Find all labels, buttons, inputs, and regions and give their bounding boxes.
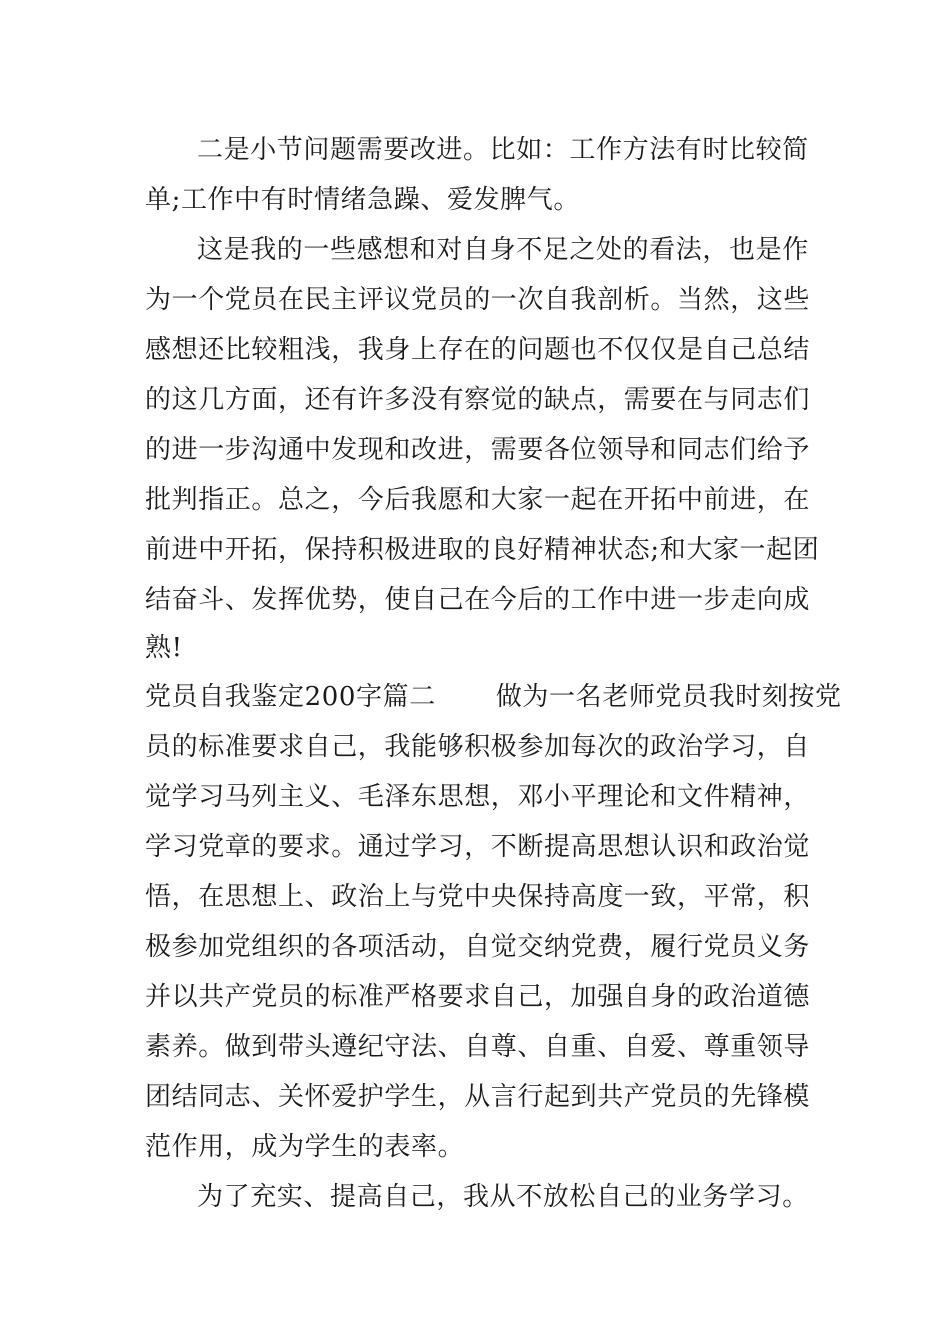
paragraph-line: 并以共产党员的标准严格要求自己，加强自身的政治道德 <box>145 982 811 1012</box>
section-heading: 党员自我鉴定200字篇二 <box>145 682 436 712</box>
paragraph-line: 觉学习马列主义、毛泽东思想，邓小平理论和文件精神， <box>145 782 811 812</box>
paragraph-line: 结奋斗、发挥优势，使自己在今后的工作中进一步走向成 <box>145 585 811 615</box>
paragraph-line: 单;工作中有时情绪急躁、爱发脾气。 <box>145 185 580 215</box>
paragraph-line: 的这几方面，还有许多没有察觉的缺点，需要在与同志们 <box>145 385 811 415</box>
paragraph-line: 二是小节问题需要改进。比如：工作方法有时比较简 <box>197 135 809 165</box>
paragraph-line: 素养。做到带头遵纪守法、自尊、自重、自爱、尊重领导 <box>145 1032 811 1062</box>
paragraph-line: 感想还比较粗浅，我身上存在的问题也不仅仅是自己总结 <box>145 335 811 365</box>
paragraph-line: 极参加党组织的各项活动，自觉交纳党费，履行党员义务 <box>145 932 811 962</box>
paragraph-line: 批判指正。总之，今后我愿和大家一起在开拓中前进，在 <box>145 485 811 515</box>
paragraph-line: 悟，在思想上、政治上与党中央保持高度一致，平常，积 <box>145 882 811 912</box>
paragraph-line: 前进中开拓，保持积极进取的良好精神状态;和大家一起团 <box>145 535 820 565</box>
heading-continuation: 做为一名老师党员我时刻按党 <box>495 682 842 712</box>
paragraph-line: 为了充实、提高自己，我从不放松自己的业务学习。 <box>197 1182 809 1212</box>
paragraph-line: 的进一步沟通中发现和改进，需要各位领导和同志们给予 <box>145 435 811 465</box>
paragraph-line: 员的标准要求自己，我能够积极参加每次的政治学习，自 <box>145 732 811 762</box>
paragraph-line: 这是我的一些感想和对自身不足之处的看法，也是作 <box>197 235 809 265</box>
paragraph-line: 范作用，成为学生的表率。 <box>145 1132 465 1162</box>
paragraph-line: 团结同志、关怀爱护学生，从言行起到共产党员的先锋模 <box>145 1082 811 1112</box>
paragraph-line: 为一个党员在民主评议党员的一次自我剖析。当然，这些 <box>145 285 811 315</box>
paragraph-line: 熟! <box>145 633 183 663</box>
section-heading-line <box>145 677 842 717</box>
paragraph-line: 学习党章的要求。通过学习，不断提高思想认识和政治觉 <box>145 832 811 862</box>
